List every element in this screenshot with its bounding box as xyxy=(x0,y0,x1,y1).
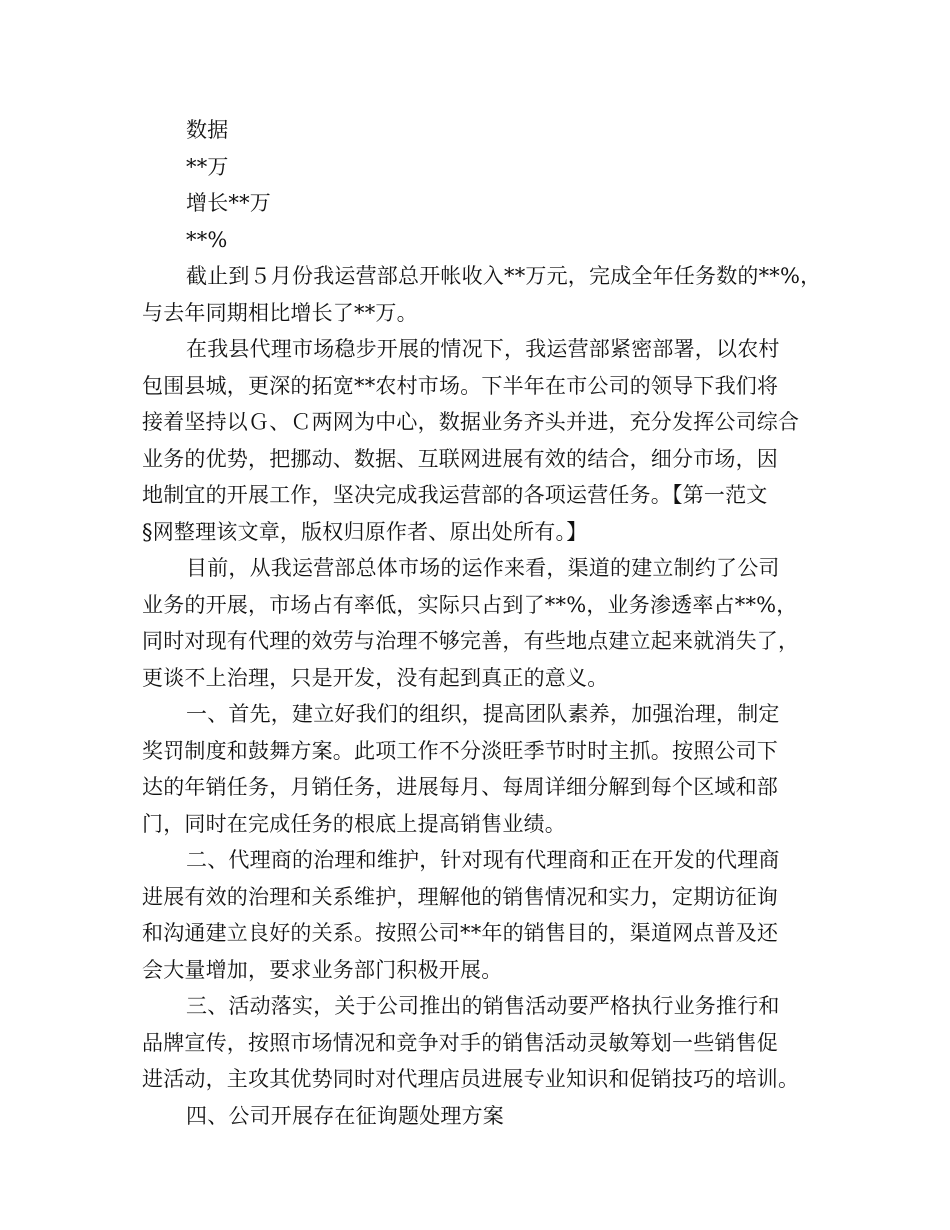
paragraph-line: 奖罚制度和鼓舞方案。此项工作不分淡旺季节时时主抓。按照公司下 xyxy=(142,738,778,763)
paragraph-line: 业务的优势，把挪动、数据、互联网进展有效的结合，细分市场，因 xyxy=(142,446,778,471)
data-line: 增长**万 xyxy=(186,191,271,215)
paragraph-line: 包围县城，更深的拓宽**农村市场。下半年在市公司的领导下我们将 xyxy=(142,373,779,398)
paragraph-item-2 xyxy=(142,842,812,988)
paragraph-line: §网整理该文章，版权归原作者、原出处所有。】 xyxy=(142,519,588,544)
paragraph-line: 品牌宣传，按照市场情况和竞争对手的销售活动灵敏筹划一些销售促 xyxy=(142,1030,778,1055)
paragraph-line: 目前，从我运营部总体市场的运作来看，渠道的建立制约了公司 xyxy=(186,556,780,580)
paragraph-line: 三、活动落实，关于公司推出的销售活动要严格执行业务推行和 xyxy=(186,994,780,1018)
data-line: **% xyxy=(186,227,228,252)
paragraph-item-1 xyxy=(142,696,812,842)
paragraph-line: 门，同时在完成任务的根底上提高销售业绩。 xyxy=(142,811,566,836)
paragraph-line: 和沟通建立良好的关系。按照公司**年的销售目的，渠道网点普及还 xyxy=(142,921,779,945)
paragraph-line: 一、首先，建立好我们的组织，提高团队素养，加强治理，制定 xyxy=(186,702,780,726)
data-line: 数据 xyxy=(186,118,229,142)
paragraph-current-state xyxy=(142,550,812,696)
paragraph-summary xyxy=(142,258,822,331)
paragraph-line: 更谈不上治理，只是开发，没有起到真正的意义。 xyxy=(142,665,609,690)
paragraph-line: 达的年销任务，月销任务，进展每月、每周详细分解到每个区域和部 xyxy=(142,775,778,799)
document-body xyxy=(142,112,822,1134)
paragraph-line: 同时对现有代理的效劳与治理不够完善，有些地点建立起来就消失了， xyxy=(142,629,800,653)
paragraph-line: 接着坚持以Ｇ、Ｃ两网为中心，数据业务齐头并进，充分发挥公司综合 xyxy=(142,410,800,434)
paragraph-line: 进展有效的治理和关系维护，理解他的销售情况和实力，定期访征询 xyxy=(142,884,778,909)
paragraph-line: 地制宜的开展工作，坚决完成我运营部的各项运营任务。【第一范文 xyxy=(142,483,768,507)
paragraph-item-3 xyxy=(142,988,812,1098)
paragraph-line: 会大量增加，要求业务部门积极开展。 xyxy=(142,957,503,982)
paragraph-line: 截止到５月份我运营部总开帐收入**万元，完成全年任务数的**%， xyxy=(186,264,822,288)
paragraph-line: 业务的开展，市场占有率低，实际只占到了**%，业务渗透率占**%， xyxy=(142,592,798,617)
paragraph-line: 四、公司开展存在征询题处理方案 xyxy=(186,1103,504,1128)
paragraph-line: 进活动，主攻其优势同时对代理店员进展专业知识和促销技巧的培训。 xyxy=(142,1067,800,1091)
data-line: **万 xyxy=(186,154,229,179)
paragraph-line: 在我县代理市场稳步开展的情况下，我运营部紧密部署，以农村 xyxy=(186,337,780,361)
paragraph-market xyxy=(142,331,812,550)
paragraph-line: 二、代理商的治理和维护，针对现有代理商和正在开发的代理商 xyxy=(186,848,780,872)
paragraph-line: 与去年同期相比增长了**万。 xyxy=(142,300,418,325)
paragraph-item-4-heading xyxy=(142,1098,812,1135)
